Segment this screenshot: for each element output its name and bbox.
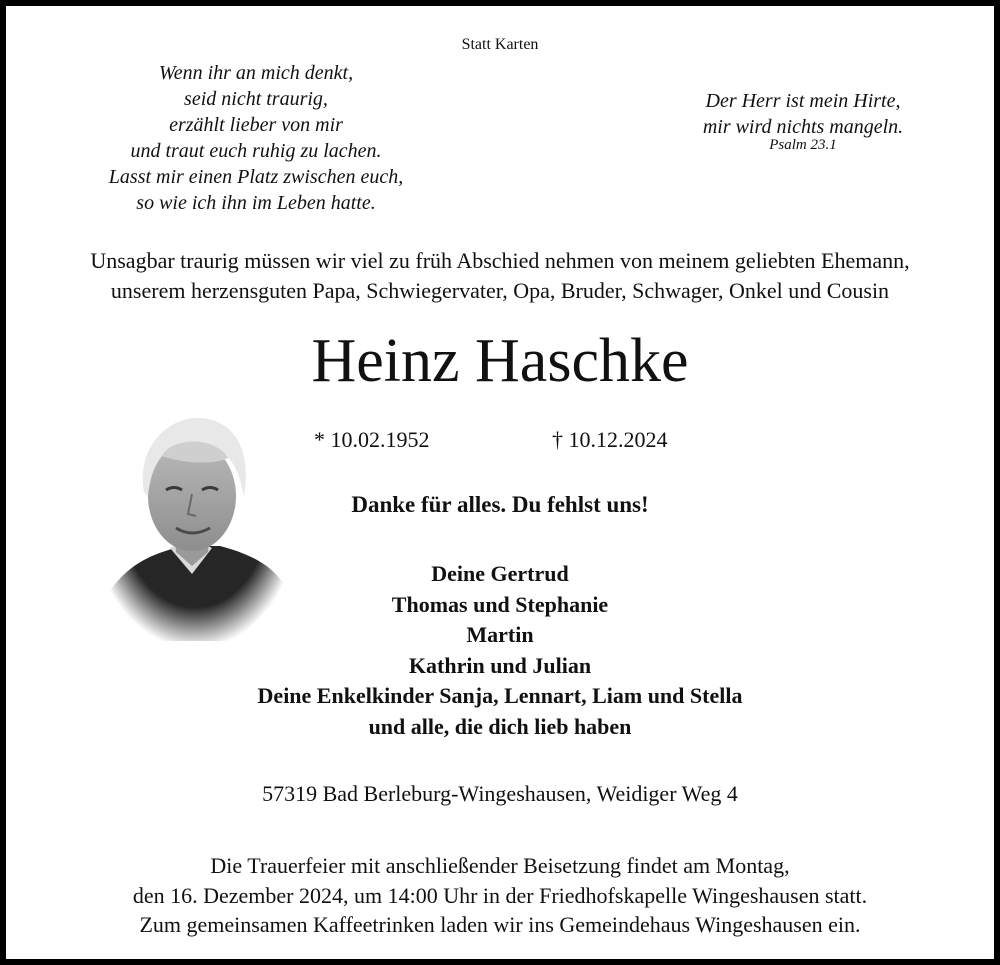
mourner-line: Thomas und Stephanie	[391, 591, 609, 617]
ceremony-info	[6, 851, 994, 940]
thanks-line: Danke für alles. Du fehlst uns!	[351, 492, 649, 517]
intro-line: Unsagbar traurig müssen wir viel zu früh Abschied nehmen von meinem geliebten Ehemann,	[90, 248, 910, 273]
mourners-list	[6, 559, 994, 742]
deceased-name: Heinz Haschke	[311, 327, 689, 395]
mourner-line: Kathrin und Julian	[408, 652, 592, 678]
mourner-line: Martin	[466, 622, 534, 647]
ceremony-line: Die Trauerfeier mit anschließender Beisetzung findet am Montag,	[210, 853, 790, 878]
verse-left-line: und traut euch ruhig zu lachen.	[130, 140, 382, 162]
verse-right-line: Der Herr ist mein Hirte,	[705, 90, 901, 112]
mourner-line: Deine Gertrud	[431, 561, 569, 586]
intro-line: unserem herzensguten Papa, Schwiegervater, Opa, Bruder, Schwager, Onkel und Cousin	[110, 278, 890, 303]
verse-left-line: so wie ich ihn im Leben hatte.	[136, 192, 376, 214]
mourner-line: und alle, die dich lieb haben	[368, 713, 632, 739]
header-note: Statt Karten	[461, 36, 539, 53]
verse-left-line: Wenn ihr an mich denkt,	[158, 62, 354, 84]
verse-left-line: seid nicht traurig,	[184, 88, 328, 110]
mourner-line: Deine Enkelkinder Sanja, Lennart, Liam und Stella	[257, 683, 743, 708]
verse-left	[46, 60, 466, 216]
address: 57319 Bad Berleburg-Wingeshausen, Weidiger Weg 4	[262, 781, 738, 806]
birth-date: * 10.02.1952	[314, 427, 430, 452]
death-date: † 10.12.2024	[552, 427, 668, 452]
verse-left-line: erzählt lieber von mir	[169, 114, 343, 136]
verse-reference: Psalm 23.1	[769, 137, 837, 153]
ceremony-line: Zum gemeinsamen Kaffeetrinken laden wir ins Gemeindehaus Wingeshausen ein.	[139, 912, 861, 937]
verse-right	[618, 88, 988, 153]
intro-text	[6, 246, 994, 306]
ceremony-line: den 16. Dezember 2024, um 14:00 Uhr in der Friedhofskapelle Wingeshausen statt.	[132, 882, 868, 908]
verse-left-line: Lasst mir einen Platz zwischen euch,	[108, 166, 404, 188]
verse-right-line: mir wird nichts mangeln.	[702, 116, 904, 138]
